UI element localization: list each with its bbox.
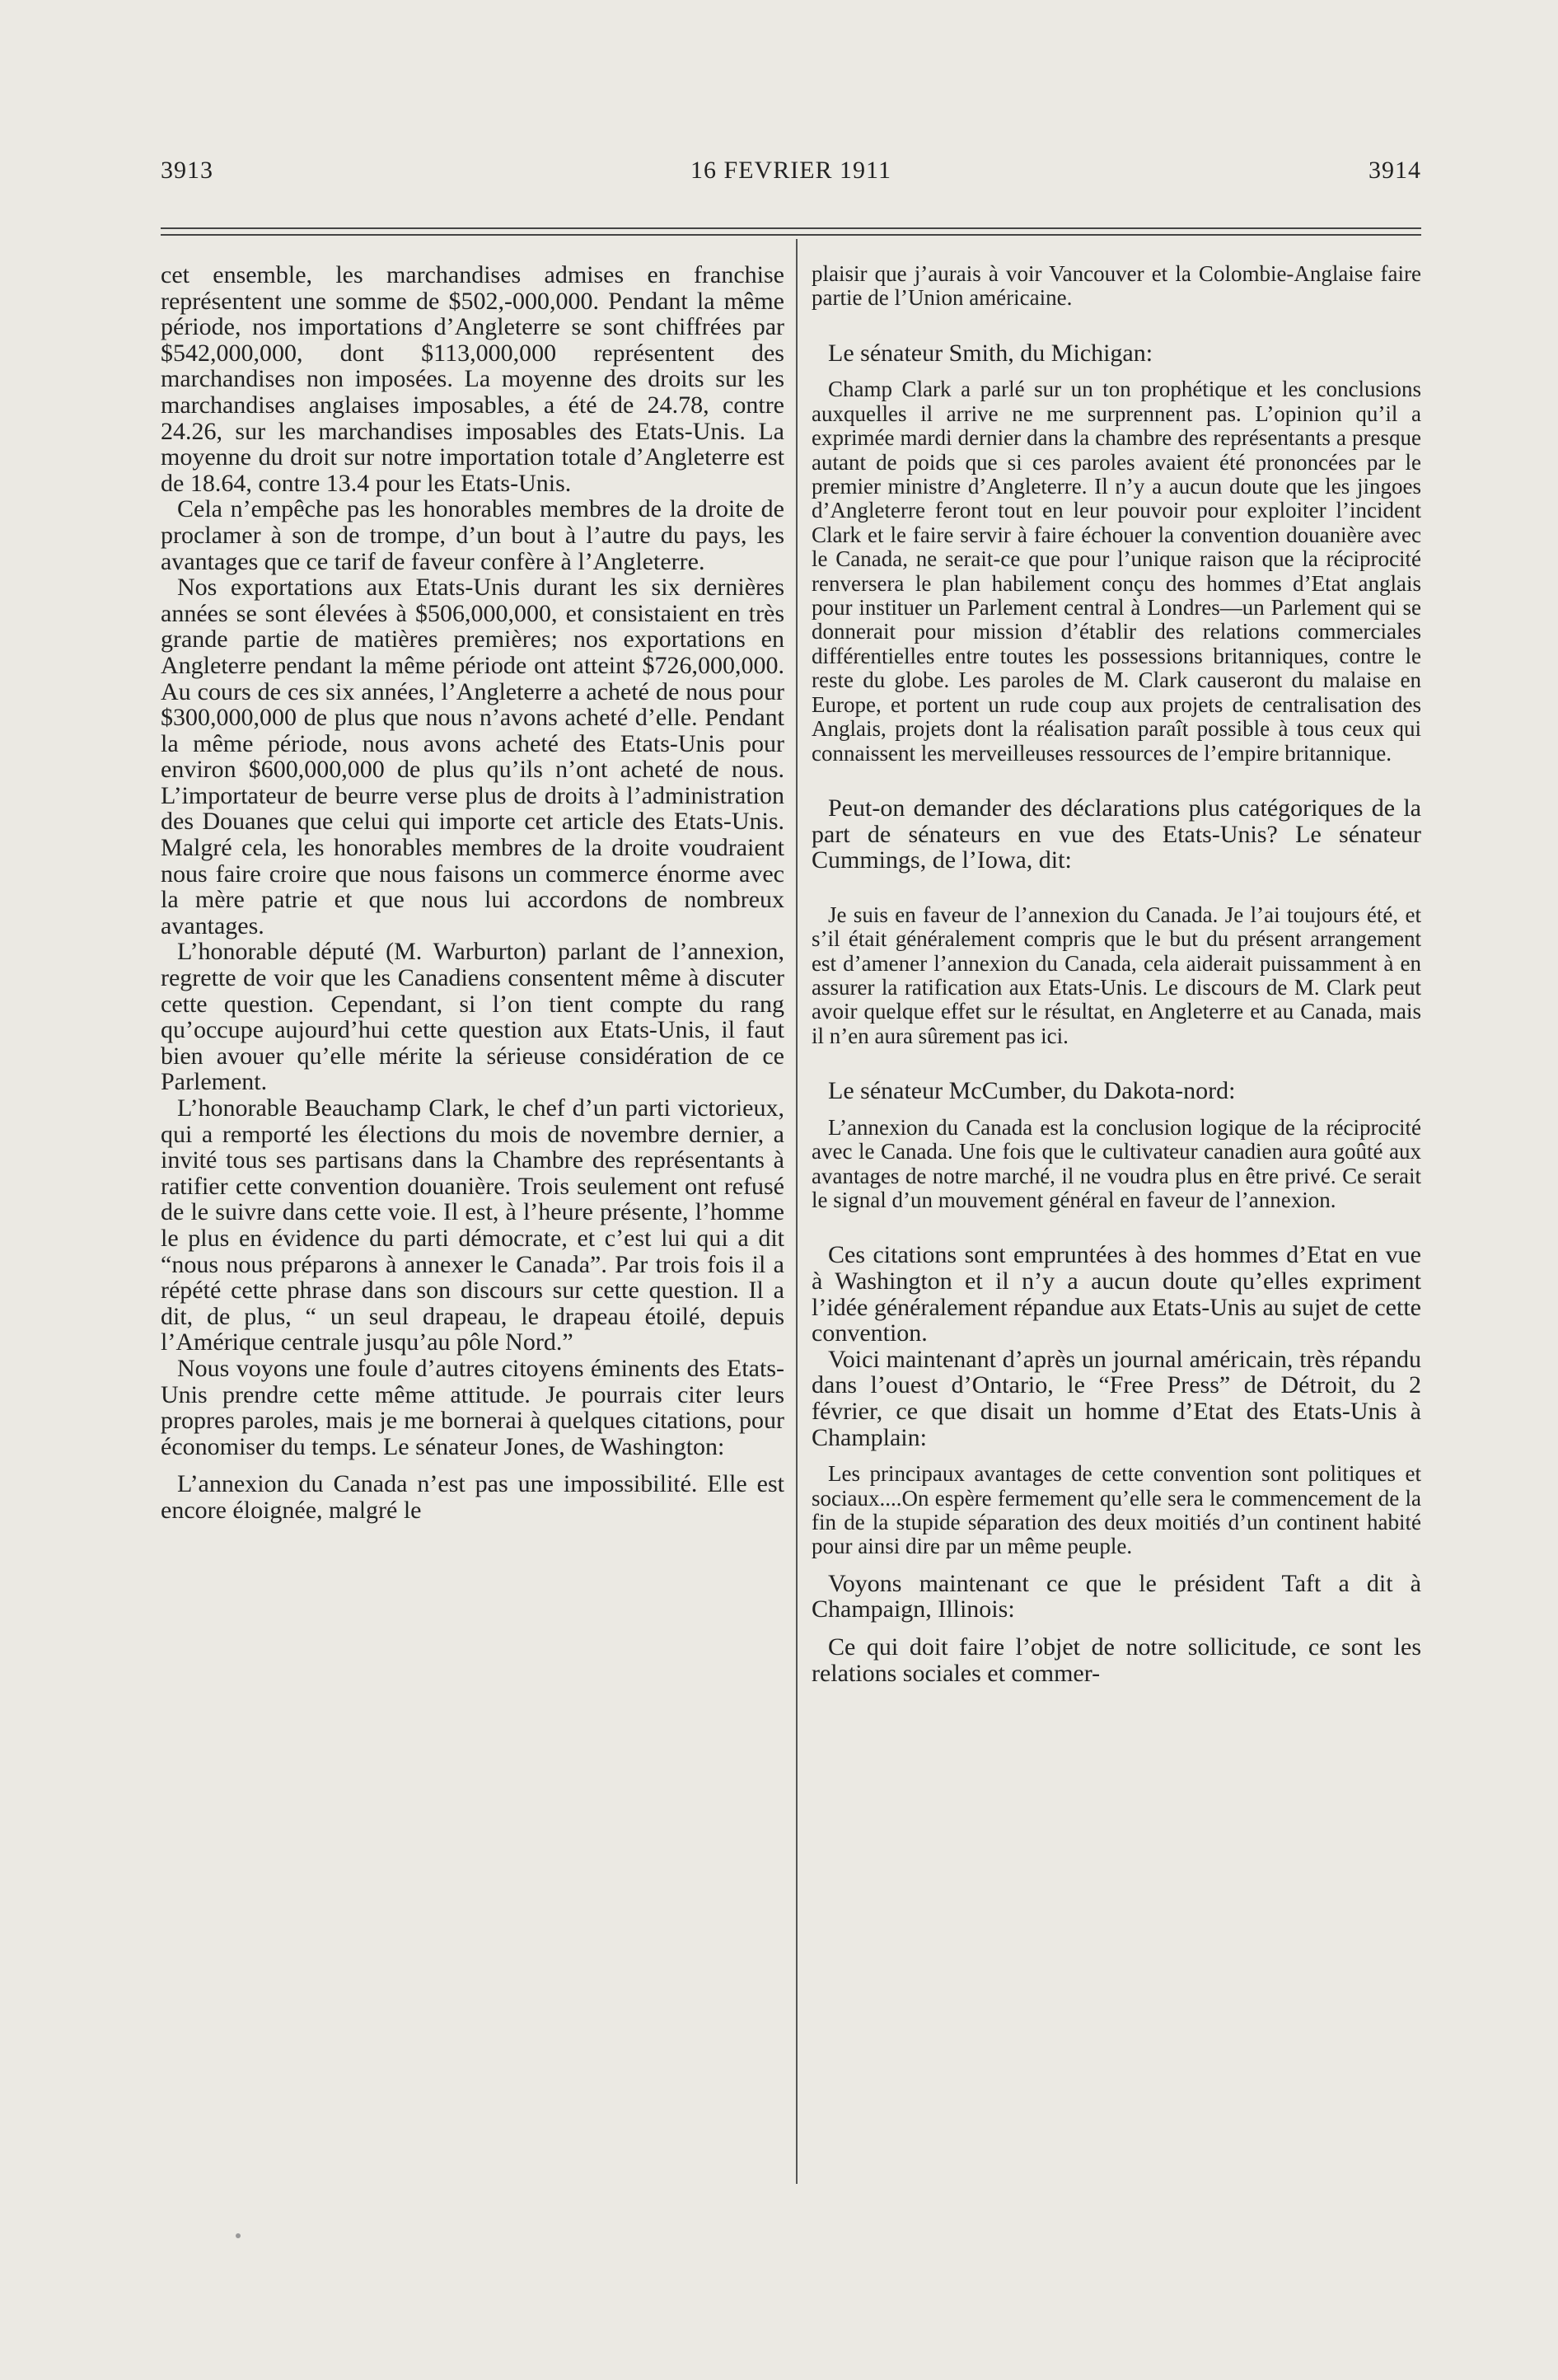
left-column [161,262,784,1524]
paragraph: Ce qui doit faire l’objet de notre sollicitude, ce sont les relations sociales et commer- [812,1633,1421,1687]
quote-paragraph: plaisir que j’aurais à voir Vancouver et la Colombie-Anglaise faire partie de l’Union américaine. [812,261,1421,311]
quote-paragraph: L’annexion du Canada est la conclusion logique de la réciprocité avec le Canada. Une fois que le cultivateur canadien aura goûté aux avantages de notre marché, il ne voudra plus en être privé. Ce serait le signal d’un mouvement général en faveur de l’annexion. [812,1114,1421,1212]
page-speck [236,2233,241,2238]
quote-paragraph: Champ Clark a parlé sur un ton prophétique et les conclusions auxquelles il arrive ne me surprennent pas. L’opinion qu’il a exprimée mardi dernier dans la chambre des représentants a presque autant de poids que si ces paroles avaient été prononcées par le premier ministre d’Angleterre. Il n’y a aucun doute que les jingoes d’Angleterre feront tout en leur pouvoir pour exploiter l’incident Clark et le faire servir à faire échouer la convention douanière avec le Canada, ne serait-ce que pour l’unique raison que la réciprocité renversera le plan habilement conçu des hommes d’Etat anglais pour instituer un Parlement central à Londres—un Parlement qui se donnerait pour mission d’établir des relations commerciales différentielles entre toutes les possessions britanniques, contre le reste du globe. Les paroles de M. Clark causeront du malaise en Europe, et portent un rude coup aux projets de centralisation des Anglais, projets dont la réalisation paraît possible à tous ceux qui connaissent les merveilleuses ressources de l’empire britannique. [812,377,1421,766]
paragraph: Voyons maintenant ce que le président Taft a dit à Champaign, Illinois: [812,1569,1421,1623]
quote-paragraph: Les principaux avantages de cette convention sont politiques et sociaux....On espère fermement qu’elle sera le commencement de la fin de la stupide séparation des deux moitiés d’un continent habité pour ainsi dire par un même peuple. [812,1461,1421,1559]
paragraph: L’honorable député (M. Warburton) parlant de l’annexion, regrette de voir que les Canadiens consentent même à discuter cette question. Cependant, si l’on tient compte du rang qu’occupe aujourd’hui cette question aux Etats-Unis, il faut bien avouer qu’elle mérite la sérieuse considération de ce Parlement. [161,938,784,1096]
header-rule-bottom [161,234,1421,236]
header-rule-top [161,227,1421,229]
paragraph: Cela n’empêche pas les honorables membres de la droite de proclamer à son de trompe, d’un bout à l’autre du pays, les avantages que ce tarif de faveur confère à l’Angleterre. [161,495,784,575]
quote-paragraph: Je suis en faveur de l’annexion du Canada. Je l’ai toujours été, et s’il était généralement compris que le but du présent arrangement est d’amener l’annexion du Canada, cela aiderait puissamment à en assurer la ratification aux Etats-Unis. Le discours de M. Clark peut avoir quelque effet sur le résultat, en Angleterre et au Canada, mais il n’en aura sûrement pas ici. [812,902,1421,1048]
speaker-heading: Le sénateur McCumber, du Dakota-nord: [828,1077,1236,1105]
paragraph: Nous voyons une foule d’autres citoyens éminents des Etats-Unis prendre cette même attitude. Je pourrais citer leurs propres paroles, mais je me bornerai à quelques citations, pour économiser du temps. Le sénateur Jones, de Washington: [161,1354,784,1460]
paragraph: Ces citations sont empruntées à des hommes d’Etat en vue à Washington et il n’y a aucun doute qu’elles expriment l’idée généralement répandue aux Etats-Unis au sujet de cette convention. [812,1241,1421,1347]
paragraph: Peut-on demander des déclarations plus catégoriques de la part de sénateurs en vue des Etats-Unis? Le sénateur Cummings, de l’Iowa, dit: [812,794,1421,874]
paragraph: Nos exportations aux Etats-Unis durant les six dernières années se sont élevées à $506,000,000, et consistaient en très grande partie de matières premières; nos exportations en Angleterre pendant la même période ont atteint $726,000,000. Au cours de ces six années, l’Angleterre a acheté de nous pour $300,000,000 de plus que nous n’avons acheté d’elle. Pendant la même période, nous avons acheté des Etats-Unis pour environ $600,000,000 de plus qu’ils n’ont acheté de nous. L’importateur de beurre verse plus de droits à l’administration des Douanes que celui qui importe cet article des Etats-Unis. Malgré cela, les honorables membres de la droite voudraient nous faire croire que nous faisons un commerce énorme avec la mère patrie et que nous lui accordons de nombreux avantages. [161,574,784,939]
header-date: 16 FEVRIER 1911 [690,157,891,184]
right-column [812,262,1421,1686]
quote-paragraph: L’annexion du Canada n’est pas une impossibilité. Elle est encore éloignée, malgré le [161,1470,784,1524]
paragraph: cet ensemble, les marchandises admises en franchise représentent une somme de $502,-000,000. Pendant la même période, nos importations d’Angleterre se sont chiffrées par $542,000,000, dont $113,000,000 représentent des marchandises non imposées. La moyenne des droits sur les marchandises anglaises imposables, a été de 24.78, contre 24.26, sur les marchandises imposables des Etats-Unis. La moyenne du droit sur notre importation totale d’Angleterre est de 18.64, contre 13.4 pour les Etats-Unis. [161,261,784,497]
speaker-heading: Le sénateur Smith, du Michigan: [828,339,1153,367]
page-number-right: 3914 [1369,157,1421,184]
page-number-left: 3913 [161,157,213,184]
paragraph: Voici maintenant d’après un journal américain, très répandu dans l’ouest d’Ontario, le “Free Press” de Détroit, du 2 février, ce que disait un homme d’Etat des Etats-Unis à Champlain: [812,1345,1421,1451]
paragraph: L’honorable Beauchamp Clark, le chef d’un parti victorieux, qui a remporté les élections du mois de novembre dernier, a invité tous ses partisans dans la Chambre des représentants à ratifier cette convention douanière. Trois seulement ont refusé de le suivre dans cette voie. Il est, à l’heure présente, l’homme le plus en évidence du parti démocrate, et c’est lui qui a dit “nous nous préparons à annexer le Canada”. Par trois fois il a répété cette phrase dans son discours sur cette question. Il a dit, de plus, “ un seul drapeau, le drapeau étoilé, depuis l’Amérique centrale jusqu’au pôle Nord.” [161,1094,784,1356]
page-header [161,157,1421,190]
column-divider [796,239,798,2184]
